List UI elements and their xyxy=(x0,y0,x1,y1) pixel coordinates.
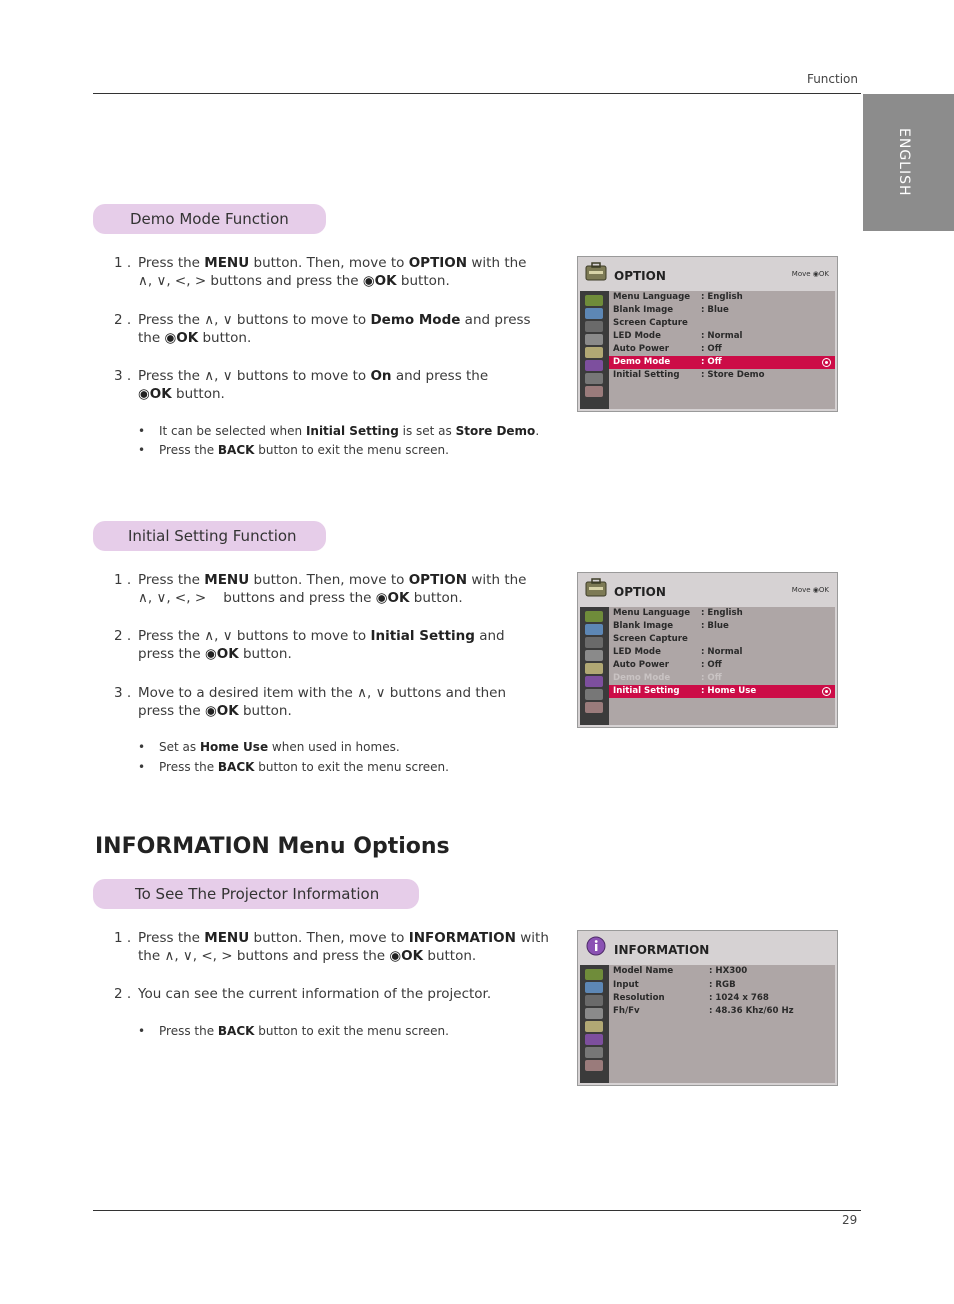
osd-row: Model Name : HX300 xyxy=(613,966,748,976)
screen-icon xyxy=(585,308,603,319)
ok-icon xyxy=(822,358,831,367)
osd-row[interactable]: LED Mode : Normal xyxy=(613,647,743,657)
osd-row[interactable]: Blank Image : Blue xyxy=(613,621,729,631)
section-title: INFORMATION Menu Options xyxy=(95,834,450,859)
clock-icon xyxy=(585,650,603,661)
picture-icon xyxy=(585,295,603,306)
osd-row: Resolution : 1024 x 768 xyxy=(613,993,769,1003)
info-step-1: 1 . Press the MENU button. Then, move to INFORMATION with the ∧, ∨, <, > buttons and press the ◉OK button. xyxy=(114,930,549,964)
usb-icon xyxy=(585,1060,603,1071)
input-icon xyxy=(585,1047,603,1058)
option-icon xyxy=(585,1021,603,1032)
info-step-2: 2 . You can see the current information of the projector. xyxy=(114,986,492,1002)
osd-row[interactable]: Screen Capture xyxy=(613,318,688,328)
section-label: Function xyxy=(806,72,858,86)
language-tab: ENGLISH xyxy=(863,94,954,231)
osd-row: Input : RGB xyxy=(613,980,736,990)
osd-row[interactable]: Menu Language : English xyxy=(613,608,743,618)
demo-step-3: 3 . Press the ∧, ∨ buttons to move to On and press the ◉OK button. xyxy=(114,368,489,402)
osd-row[interactable]: Menu Language : English xyxy=(613,292,743,302)
osd-list xyxy=(609,291,835,409)
osd-row: Fh/Fv : 48.36 Khz/60 Hz xyxy=(613,1006,794,1016)
osd-row[interactable]: Blank Image : Blue xyxy=(613,305,729,315)
option-menu-demo: OPTION Move ◉OK Menu Language : English Blank Image : Blue Screen Capture LED Mode : Normal Auto Power : Off Demo Mode : Off Initial Setting : Store Demo xyxy=(577,256,838,412)
top-rule xyxy=(93,93,861,94)
osd-row[interactable]: Auto Power : Off xyxy=(613,660,722,670)
gear-icon xyxy=(585,995,603,1006)
osd-list xyxy=(609,965,835,1083)
bottom-rule xyxy=(93,1210,861,1211)
picture-icon xyxy=(585,611,603,622)
input-icon xyxy=(585,373,603,384)
info-icon xyxy=(585,936,607,956)
osd-row-selected[interactable]: Initial Setting : Home Use xyxy=(609,685,835,698)
demo-step-1: 1 . Press the MENU button. Then, move to OPTION with the ∧, ∨, <, > buttons and press the ◉OK button. xyxy=(114,255,527,289)
picture-icon xyxy=(585,969,603,980)
clock-icon xyxy=(585,1008,603,1019)
toolbox-icon xyxy=(585,578,607,598)
initial-setting-heading: Initial Setting Function xyxy=(93,521,326,551)
option-icon xyxy=(585,347,603,358)
osd-sidebar xyxy=(580,965,609,1083)
osd-row[interactable]: Initial Setting : Store Demo xyxy=(613,370,765,380)
toolbox-icon xyxy=(585,262,607,282)
osd-sidebar xyxy=(580,291,609,409)
clock-icon xyxy=(585,334,603,345)
initial-step-1: 1 . Press the MENU button. Then, move to OPTION with the ∧, ∨, <, > buttons and press the ◉OK button. xyxy=(114,572,527,606)
osd-row[interactable]: LED Mode : Normal xyxy=(613,331,743,341)
demo-step-2: 2 . Press the ∧, ∨ buttons to move to Demo Mode and press the ◉OK button. xyxy=(114,312,531,346)
osd-row-disabled: Demo Mode : Off xyxy=(613,673,722,683)
info-icon xyxy=(585,360,603,371)
osd-row[interactable]: Screen Capture xyxy=(613,634,688,644)
gear-icon xyxy=(585,637,603,648)
info-icon xyxy=(585,676,603,687)
osd-row[interactable]: Auto Power : Off xyxy=(613,344,722,354)
initial-step-3: 3 . Move to a desired item with the ∧, ∨ buttons and then press the ◉OK button. xyxy=(114,685,507,719)
option-icon xyxy=(585,663,603,674)
gear-icon xyxy=(585,321,603,332)
projector-info-heading: To See The Projector Information xyxy=(93,879,419,909)
information-menu: INFORMATION Model Name : HX300 Input : RGB Resolution : 1024 x 768 Fh/Fv : 48.36 Khz/60 Hz xyxy=(577,930,838,1086)
osd-sidebar xyxy=(580,607,609,725)
option-menu-initial: OPTION Move ◉OK Menu Language : English Blank Image : Blue Screen Capture LED Mode : Normal Auto Power : Off Demo Mode : Off Initial Setting : Home Use xyxy=(577,572,838,728)
page-number: 29 xyxy=(842,1213,858,1227)
screen-icon xyxy=(585,982,603,993)
osd-row-selected[interactable]: Demo Mode : Off xyxy=(609,356,835,369)
input-icon xyxy=(585,689,603,700)
osd-list xyxy=(609,607,835,725)
info-icon xyxy=(585,1034,603,1045)
usb-icon xyxy=(585,386,603,397)
screen-icon xyxy=(585,624,603,635)
usb-icon xyxy=(585,702,603,713)
demo-mode-heading: Demo Mode Function xyxy=(93,204,326,234)
initial-step-2: 2 . Press the ∧, ∨ buttons to move to Initial Setting and press the ◉OK button. xyxy=(114,628,505,662)
ok-icon xyxy=(822,687,831,696)
osd-key-hint: Move ◉OK xyxy=(791,270,829,278)
osd-key-hint: Move ◉OK xyxy=(791,586,829,594)
